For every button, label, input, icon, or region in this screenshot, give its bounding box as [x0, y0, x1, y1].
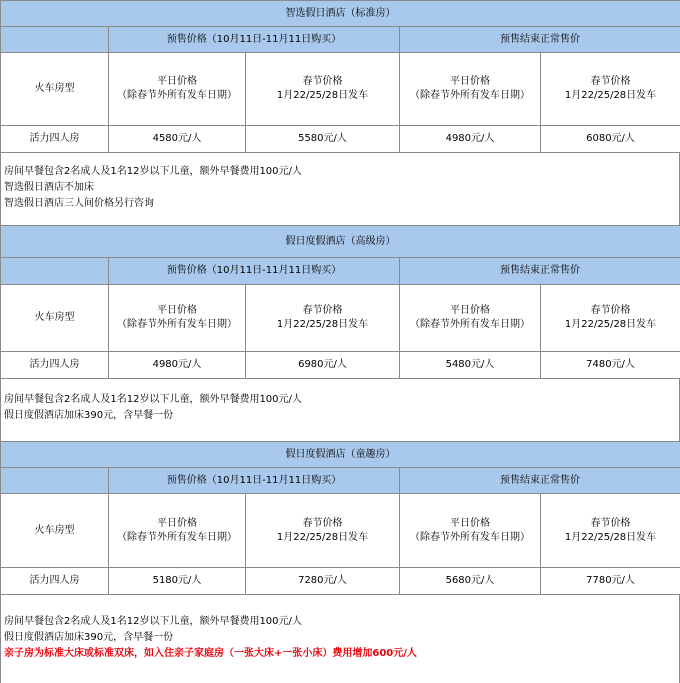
room-name: 活力四人房	[1, 352, 109, 379]
blank-header-cell	[1, 258, 109, 285]
room-name: 活力四人房	[1, 568, 109, 595]
price-cell: 6080元/人	[541, 126, 680, 153]
price-cell: 7480元/人	[541, 352, 680, 379]
festival-price-header: 春节价格 1月22/25/28日发车	[541, 53, 680, 126]
price-cell: 5580元/人	[246, 126, 400, 153]
section-2-title: 假日度假酒店（高级房）	[1, 226, 680, 258]
weekday-price-header: 平日价格 （除春节外所有发车日期）	[109, 285, 246, 352]
price-cell: 7780元/人	[541, 568, 680, 595]
weekday-price-header: 平日价格 （除春节外所有发车日期）	[109, 53, 246, 126]
price-cell: 4980元/人	[109, 352, 246, 379]
room-type-label: 火车房型	[1, 53, 109, 126]
festival-price-header: 春节价格 1月22/25/28日发车	[246, 285, 400, 352]
note-line: 假日度假酒店加床390元，含早餐一份	[4, 632, 174, 643]
note-line: 房间早餐包含2名成人及1名12岁以下儿童，额外早餐费用100元/人	[4, 394, 302, 405]
festival-price-header: 春节价格 1月22/25/28日发车	[246, 53, 400, 126]
section-1-table	[0, 0, 680, 153]
weekday-price-header: 平日价格 （除春节外所有发车日期）	[400, 285, 541, 352]
section-2-notes	[0, 378, 680, 441]
room-type-label: 火车房型	[1, 285, 109, 352]
festival-price-header: 春节价格 1月22/25/28日发车	[541, 285, 680, 352]
presale-header: 预售价格（10月11日-11月11日购买）	[109, 27, 400, 53]
blank-header-cell	[1, 468, 109, 494]
festival-price-header: 春节价格 1月22/25/28日发车	[541, 494, 680, 568]
section-2-table	[0, 225, 680, 379]
section-3-title: 假日度假酒店（童趣房）	[1, 442, 680, 468]
room-type-label: 火车房型	[1, 494, 109, 568]
post-sale-header: 预售结束正常售价	[400, 468, 680, 494]
presale-header: 预售价格（10月11日-11月11日购买）	[109, 468, 400, 494]
section-3-notes	[0, 594, 680, 683]
section-3-table	[0, 441, 680, 595]
blank-header-cell	[1, 27, 109, 53]
section-1-title: 智选假日酒店（标准房）	[1, 1, 680, 27]
note-line: 房间早餐包含2名成人及1名12岁以下儿童，额外早餐费用100元/人	[4, 616, 302, 627]
note-line: 智选假日酒店三人间价格另行咨询	[4, 198, 154, 209]
festival-price-header: 春节价格 1月22/25/28日发车	[246, 494, 400, 568]
price-cell: 4980元/人	[400, 126, 541, 153]
price-cell: 6980元/人	[246, 352, 400, 379]
price-cell: 4580元/人	[109, 126, 246, 153]
note-line: 智选假日酒店不加床	[4, 182, 94, 193]
weekday-price-header: 平日价格 （除春节外所有发车日期）	[400, 53, 541, 126]
family-room-highlight: 亲子房为标准大床或标准双床，如入住亲子家庭房（一张大床+一张小床）费用增加600元/人	[4, 648, 417, 659]
price-cell: 5480元/人	[400, 352, 541, 379]
section-1-notes	[0, 152, 680, 225]
room-name: 活力四人房	[1, 126, 109, 153]
price-cell: 5180元/人	[109, 568, 246, 595]
post-sale-header: 预售结束正常售价	[400, 27, 680, 53]
note-line: 房间早餐包含2名成人及1名12岁以下儿童，额外早餐费用100元/人	[4, 166, 302, 177]
weekday-price-header: 平日价格 （除春节外所有发车日期）	[109, 494, 246, 568]
price-cell: 7280元/人	[246, 568, 400, 595]
note-line: 假日度假酒店加床390元，含早餐一份	[4, 410, 174, 421]
weekday-price-header: 平日价格 （除春节外所有发车日期）	[400, 494, 541, 568]
price-cell: 5680元/人	[400, 568, 541, 595]
post-sale-header: 预售结束正常售价	[400, 258, 680, 285]
presale-header: 预售价格（10月11日-11月11日购买）	[109, 258, 400, 285]
